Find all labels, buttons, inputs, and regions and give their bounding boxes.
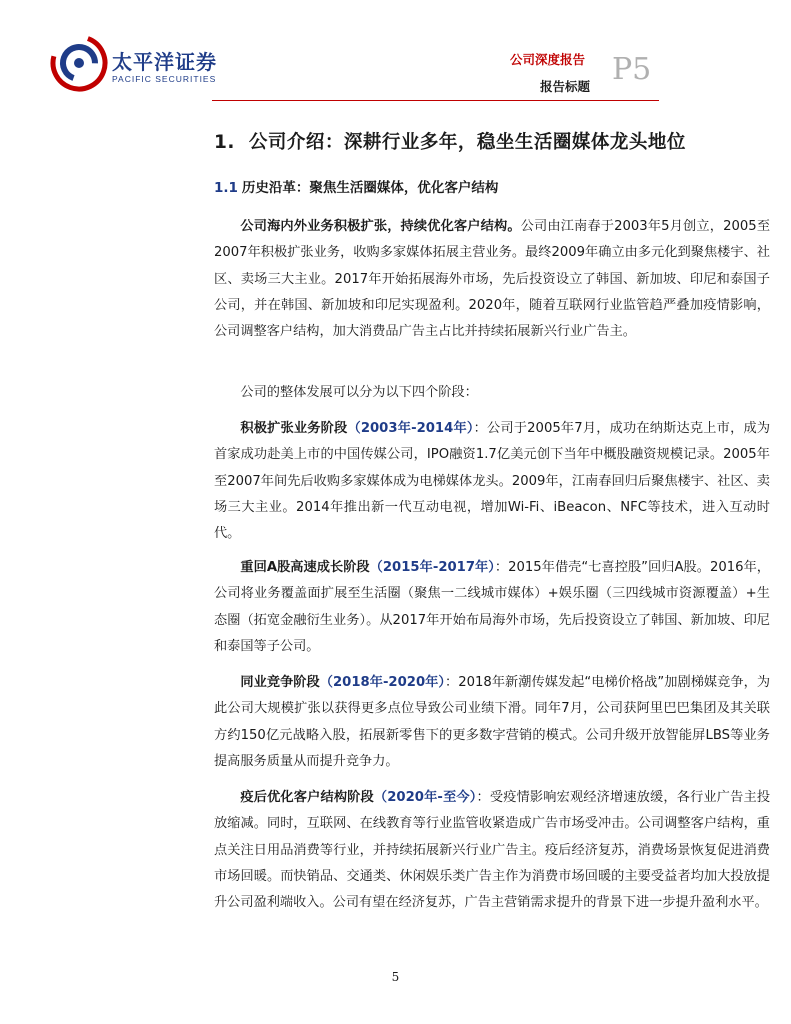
stage-years: （2003年-2014年）: [347, 421, 474, 436]
logo-emblem-icon: [50, 34, 108, 92]
paragraph-stage-1: [214, 416, 770, 547]
report-type: 公司深度报告: [510, 52, 586, 67]
paragraph-text: ：2015年借壳“七喜控股”回归A股。2016年，公司将业务覆盖面扩展至生活圈（聚焦一二线城市媒体）+娱乐圈（三四线城市资源覆盖）+生态圈（拓宽金融衍生业务）。从2017年开始布局海外市场，先后投资设立了韩国、新加坡、印尼和泰国等子公司。: [214, 560, 770, 654]
paragraph-text: ：2018年新潮传媒发起“电梯价格战”加剧梯媒竞争，为此公司大规模扩张以获得更多点位导致公司业绩下滑。同年7月，公司获阿里巴巴集团及其关联方约150亿元战略入股，拓展新零售下的更多数字营销的模式。公司升级开放智能屏LBS等业务提高服务质量从而提升竞争力。: [214, 675, 771, 769]
stage-title: 积极扩张业务阶段: [240, 421, 348, 436]
brand-name-cn: 太平洋证券: [112, 50, 217, 74]
stage-title: 疫后优化客户结构阶段: [240, 790, 374, 805]
company-logo: [50, 34, 220, 94]
paragraph-text: 公司由江南春于2003年5月创立，2005至2007年积极扩张业务，收购多家媒体拓展主营业务。最终2009年确立由多元化到聚焦楼宇、社区、卖场三大主业。2017年开始拓展海外市场，先后投资设立了韩国、新加坡、印尼和泰国子公司，并在韩国、新加坡和印尼实现盈利。2020年，随着互联网行业监管趋严叠加疫情影响，公司调整客户结构，加大消费品广告主占比并持续拓展新兴行业广告主。: [214, 219, 771, 340]
paragraph-stage-2: [214, 555, 770, 660]
page-number: 5: [391, 970, 400, 984]
stage-years: （2020年-至今）: [373, 790, 477, 805]
paragraph-stages-intro: [214, 380, 770, 406]
header-divider: [212, 100, 659, 101]
stage-title: 重回A股高速成长阶段: [240, 560, 370, 575]
subsection-number: 1.1: [214, 180, 238, 196]
paragraph-stage-3: [214, 670, 770, 775]
paragraph-text: ：受疫情影响宏观经济增速放缓，各行业广告主投放缩减。同时，互联网、在线教育等行业监管收紧造成广告市场受冲击。公司调整客户结构，重点关注日用品消费等行业，并持续拓展新兴行业广告主。疫后经济复苏，消费场景恢复促进消费市场回暖。而快销品、交通类、休闲娱乐类广告主作为消费市场回暖的主要受益者均加大投放提升公司盈利端收入。公司有望在经济复苏，广告主营销需求提升的背景下进一步提升盈利水平。: [214, 790, 771, 911]
stage-title: 同业竞争阶段: [240, 675, 320, 690]
section-title: 公司介绍：深耕行业多年，稳坐生活圈媒体龙头地位: [248, 132, 686, 153]
page-header: [0, 0, 791, 112]
paragraph-text: ：公司于2005年7月，成功在纳斯达克上市，成为首家成功赴美上市的中国传媒公司，IPO融资1.7亿美元创下当年中概股融资规模记录。2005年至2007年间先后收购多家媒体成为电梯媒体龙头。2009年，江南春回归后聚焦楼宇、社区、卖场三大主业。2014年推出新一代互动电视，增加Wi-Fi、iBeacon、NFC等技术，进入互动时代。: [214, 421, 771, 542]
page-mark: P5: [612, 52, 652, 87]
brand-name-en: PACIFIC SECURITIES: [112, 74, 217, 84]
paragraph-stage-4: [214, 785, 770, 916]
section-number: 1.: [214, 132, 235, 153]
subsection-title: 历史沿革：聚焦生活圈媒体，优化客户结构: [241, 180, 499, 196]
stage-years: （2018年-2020年）: [319, 675, 445, 690]
section-heading: [214, 128, 686, 154]
report-title: 报告标题: [540, 79, 591, 94]
stage-years: （2015年-2017年）: [369, 560, 495, 575]
paragraph-overview: [214, 214, 770, 345]
paragraph-lead: 公司海内外业务积极扩张，持续优化客户结构。: [240, 219, 521, 234]
paragraph-text: 公司的整体发展可以分为以下四个阶段：: [240, 385, 478, 400]
subsection-heading: [214, 176, 498, 196]
